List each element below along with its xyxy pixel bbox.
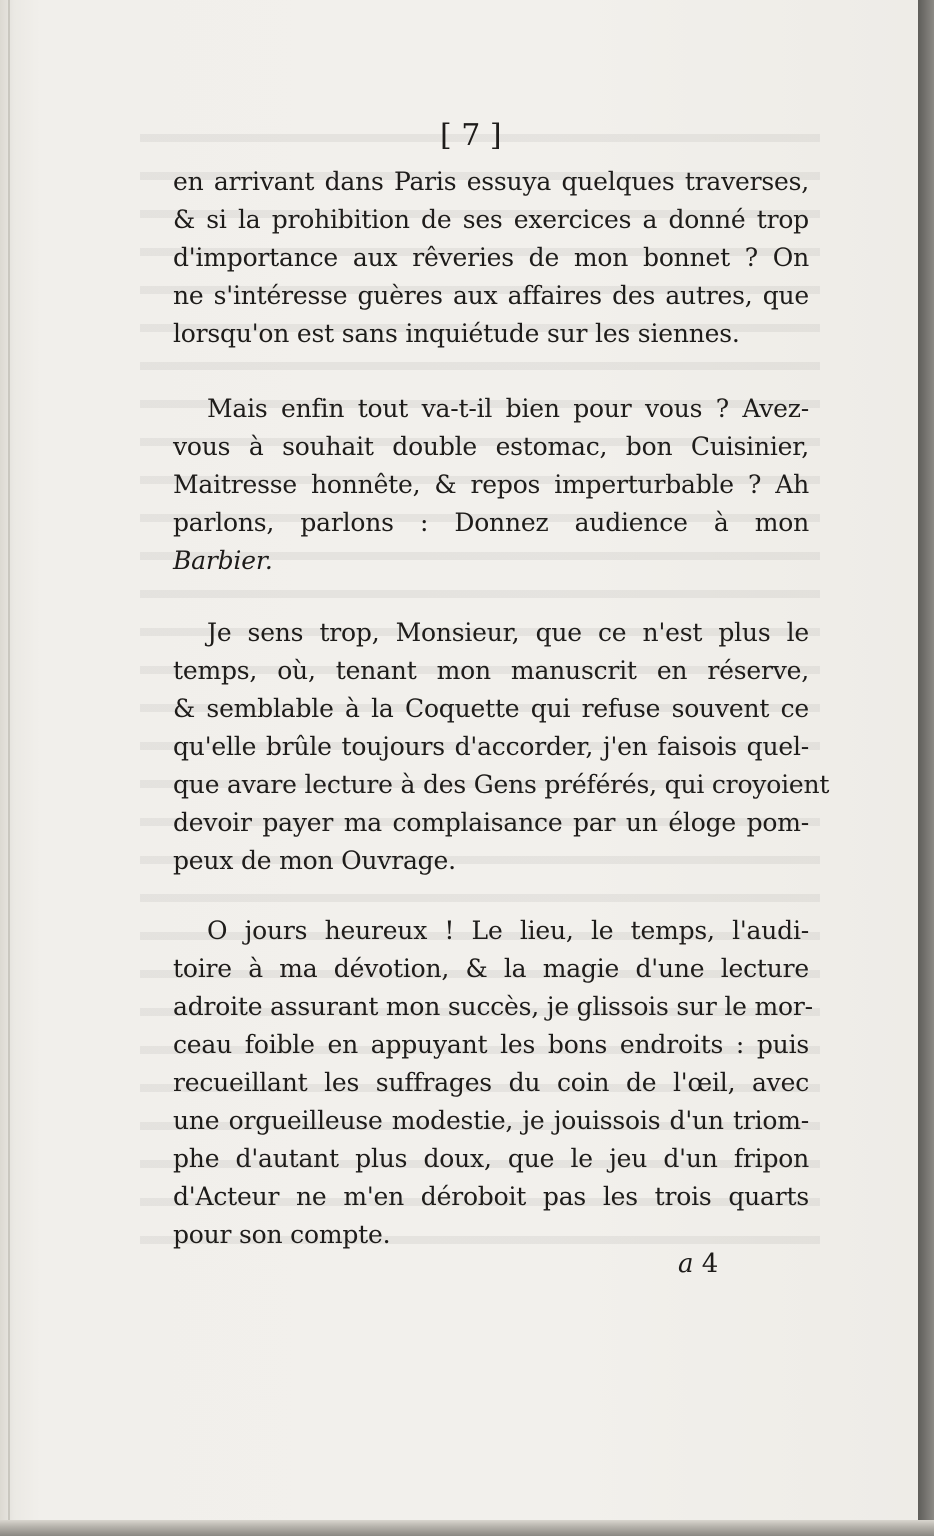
text-line: en arrivant dans Paris essuya quelques traverses, xyxy=(173,167,809,196)
text-line: une orgueilleuse modestie, je jouissois d'un triom- xyxy=(173,1106,809,1135)
signature-number: 4 xyxy=(701,1249,719,1279)
text-line: Barbier. xyxy=(173,546,273,575)
page-edge-right xyxy=(918,0,934,1536)
text-line: d'importance aux rêveries de mon bonnet ? On xyxy=(173,243,809,272)
text-line: ceau foible en appuyant les bons endroits : puis xyxy=(173,1030,809,1059)
text-line: & semblable à la Coquette qui refuse souvent ce xyxy=(173,694,809,723)
text-line: Mais enfin tout va-t-il bien pour vous ? Avez- xyxy=(207,394,809,423)
text-line: ne s'intéresse guères aux affaires des autres, que xyxy=(173,281,809,310)
text-line: que avare lecture à des Gens préférés, qui croyoient xyxy=(173,770,830,799)
text-line: Maitresse honnête, & repos imperturbable ? Ah xyxy=(173,470,809,499)
text-line: & si la prohibition de ses exercices a donné trop xyxy=(173,205,809,234)
text-line: peux de mon Ouvrage. xyxy=(173,846,456,875)
text-line: d'Acteur ne m'en déroboit pas les trois quarts xyxy=(173,1182,809,1211)
text-line: O jours heureux ! Le lieu, le temps, l'audi- xyxy=(207,916,809,945)
text-line: Je sens trop, Monsieur, que ce n'est plus le xyxy=(207,618,809,647)
signature-letter: a xyxy=(678,1249,694,1279)
text-line: qu'elle brûle toujours d'accorder, j'en faisois quel- xyxy=(173,732,809,761)
text-line: adroite assurant mon succès, je glissois sur le mor- xyxy=(173,992,813,1021)
text-line: pour son compte. xyxy=(173,1220,391,1249)
text-line: toire à ma dévotion, & la magie d'une lecture xyxy=(173,954,809,983)
text-line: devoir payer ma complaisance par un éloge pom- xyxy=(173,808,809,837)
signature-mark xyxy=(678,1246,718,1282)
text-line: phe d'autant plus doux, que le jeu d'un fripon xyxy=(173,1144,809,1173)
page-number: [ 7 ] xyxy=(440,118,502,153)
text-line: vous à souhait double estomac, bon Cuisinier, xyxy=(173,432,809,461)
text-line: lorsqu'on est sans inquiétude sur les siennes. xyxy=(173,319,740,348)
page-edge-bottom xyxy=(0,1520,934,1536)
text-line: recueillant les suffrages du coin de l'œil, avec xyxy=(173,1068,809,1097)
text-line: temps, où, tenant mon manuscrit en réserve, xyxy=(173,656,809,685)
text-line: parlons, parlons : Donnez audience à mon xyxy=(173,508,809,537)
